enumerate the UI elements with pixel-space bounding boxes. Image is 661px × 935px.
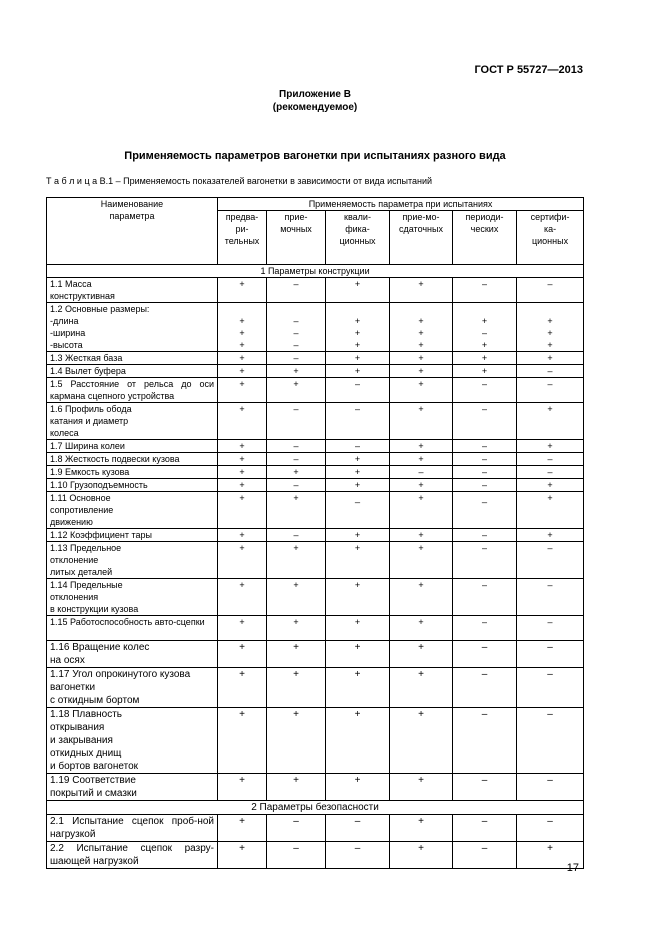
applicability-mark: + xyxy=(218,378,267,403)
applicability-mark: + xyxy=(326,453,390,466)
applicability-mark: + xyxy=(326,479,390,492)
applicability-mark: + xyxy=(326,278,390,303)
parameter-name: 1.7 Ширина колеи xyxy=(47,440,218,453)
applicability-mark: – xyxy=(453,774,517,801)
applicability-mark: + xyxy=(218,616,267,641)
applicability-mark: – xyxy=(453,641,517,668)
applicability-mark: + xyxy=(390,378,453,403)
applicability-mark: + xyxy=(218,403,267,440)
parameter-name: 1.8 Жесткость подвески кузова xyxy=(47,453,218,466)
table-row xyxy=(47,668,584,708)
applicability-mark: + xyxy=(517,479,584,492)
applicability-mark: + xyxy=(390,641,453,668)
applicability-mark: + xyxy=(326,542,390,579)
parameter-name: 1.14 Предельные отклонения в конструкции кузова xyxy=(47,579,218,616)
applicability-mark: _ xyxy=(326,492,390,529)
applicability-mark: + xyxy=(326,641,390,668)
applicability-mark: + xyxy=(390,616,453,641)
applicability-mark: + xyxy=(390,365,453,378)
applicability-mark: – xyxy=(267,842,326,869)
table-row xyxy=(47,815,584,842)
applicability-mark: + xyxy=(218,440,267,453)
applicability-mark: + xyxy=(218,641,267,668)
applicability-mark: – xyxy=(453,278,517,303)
parameter-name: 1.18 Плавность открывания и закрывания откидных днищ и бортов вагонеток xyxy=(47,708,218,774)
applicability-mark: + xyxy=(517,440,584,453)
applicability-mark: – xyxy=(453,479,517,492)
applicability-mark: + xyxy=(390,708,453,774)
appendix-heading xyxy=(0,88,630,114)
applicability-mark: + xyxy=(267,542,326,579)
table-row xyxy=(47,403,584,440)
section-header: 2 Параметры безопасности xyxy=(47,801,584,815)
column-header-test-type: прие-мо- сдаточных xyxy=(390,211,453,265)
applicability-mark: + xyxy=(267,616,326,641)
applicability-mark: – xyxy=(517,542,584,579)
table-row xyxy=(47,466,584,479)
applicability-mark: + xyxy=(517,403,584,440)
table-row xyxy=(47,453,584,466)
parameter-name: 1.6 Профиль обода катания и диаметр колеса xyxy=(47,403,218,440)
applicability-mark: – xyxy=(453,453,517,466)
applicability-mark: – xyxy=(517,815,584,842)
applicability-mark: – xyxy=(453,842,517,869)
applicability-mark: + xyxy=(218,542,267,579)
applicability-mark: – xyxy=(453,466,517,479)
applicability-mark: – xyxy=(517,466,584,479)
column-header-test-type: предва- ри- тельных xyxy=(218,211,267,265)
applicability-mark: + xyxy=(218,708,267,774)
applicability-mark: + xyxy=(267,492,326,529)
applicability-mark: + xyxy=(218,492,267,529)
applicability-mark: – xyxy=(453,440,517,453)
table-row xyxy=(47,440,584,453)
applicability-mark: + xyxy=(218,352,267,365)
table-row xyxy=(47,542,584,579)
parameter-name: 2.1 Испытание сцепок проб-ной нагрузкой xyxy=(47,815,218,842)
appendix-note: (рекомендуемое) xyxy=(272,102,358,113)
applicability-mark: – xyxy=(453,542,517,579)
applicability-mark: + xyxy=(218,815,267,842)
applicability-mark: + xyxy=(390,479,453,492)
applicability-mark: + xyxy=(326,579,390,616)
applicability-mark: – xyxy=(517,453,584,466)
table-row xyxy=(47,479,584,492)
applicability-mark: + xyxy=(267,641,326,668)
parameter-name: 2.2 Испытание сцепок разру-шающей нагрузкой xyxy=(47,842,218,869)
applicability-mark: + + + xyxy=(517,303,584,352)
table-row xyxy=(47,774,584,801)
applicability-mark: + xyxy=(453,365,517,378)
applicability-mark: – – – xyxy=(267,303,326,352)
applicability-mark: – xyxy=(267,352,326,365)
applicability-mark: – xyxy=(517,579,584,616)
applicability-mark: + + + xyxy=(326,303,390,352)
table-row xyxy=(47,616,584,641)
table-row xyxy=(47,529,584,542)
applicability-mark: – xyxy=(326,842,390,869)
applicability-mark: + xyxy=(326,365,390,378)
applicability-mark: – xyxy=(517,278,584,303)
applicability-mark: + xyxy=(390,278,453,303)
table-row xyxy=(47,278,584,303)
applicability-mark: + xyxy=(218,842,267,869)
parameter-name: 1.4 Вылет буфера xyxy=(47,365,218,378)
applicability-mark: + xyxy=(267,774,326,801)
applicability-mark: + xyxy=(453,352,517,365)
applicability-mark: + xyxy=(326,466,390,479)
appendix-title: Приложение В xyxy=(279,89,351,100)
applicability-mark: + xyxy=(218,579,267,616)
parameter-name: 1.5 Расстояние от рельса до оси кармана сцепного устройства xyxy=(47,378,218,403)
applicability-mark: + xyxy=(267,708,326,774)
document-title: Применяемость параметров вагонетки при испытаниях разного вида xyxy=(124,150,506,162)
applicability-mark: + xyxy=(326,352,390,365)
parameter-name: 1.13 Предельное отклонение литых деталей xyxy=(47,542,218,579)
parameter-name: 1.9 Емкость кузова xyxy=(47,466,218,479)
applicability-mark: + xyxy=(390,579,453,616)
table-row xyxy=(47,842,584,869)
applicability-mark: + xyxy=(326,668,390,708)
parameter-name: 1.12 Коэффициент тары xyxy=(47,529,218,542)
applicability-mark: + xyxy=(390,453,453,466)
column-header-test-type: прие- мочных xyxy=(267,211,326,265)
applicability-mark: – xyxy=(267,529,326,542)
applicability-mark: – xyxy=(453,668,517,708)
table-row xyxy=(47,492,584,529)
applicability-mark: + xyxy=(390,440,453,453)
applicability-mark: – xyxy=(326,815,390,842)
applicability-mark: – xyxy=(453,378,517,403)
applicability-mark: – xyxy=(267,453,326,466)
column-header-parameter: Наименование параметра xyxy=(47,198,218,265)
applicability-mark: + xyxy=(267,579,326,616)
table-row xyxy=(47,352,584,365)
applicability-mark: + xyxy=(326,529,390,542)
applicability-mark: + xyxy=(390,842,453,869)
applicability-mark: – xyxy=(390,466,453,479)
column-group-header: Применяемость параметра при испытаниях xyxy=(218,198,584,211)
parameter-name: 1.19 Соответствие покрытий и смазки xyxy=(47,774,218,801)
section-header: 1 Параметры конструкции xyxy=(47,265,584,278)
applicability-mark: _ xyxy=(453,492,517,529)
table-row xyxy=(47,708,584,774)
applicability-mark: + xyxy=(326,708,390,774)
applicability-mark: + xyxy=(517,529,584,542)
table-row xyxy=(47,303,584,352)
applicability-mark: + xyxy=(517,352,584,365)
applicability-mark: + xyxy=(267,668,326,708)
table-row xyxy=(47,579,584,616)
table-row xyxy=(47,641,584,668)
parameter-name: 1.1 Масса конструктивная xyxy=(47,278,218,303)
applicability-mark: – xyxy=(326,440,390,453)
applicability-mark: + xyxy=(218,529,267,542)
parameter-name: 1.17 Угол опрокинутого кузова вагонетки с откидным бортом xyxy=(47,668,218,708)
applicability-mark: – xyxy=(517,641,584,668)
parameter-name: 1.11 Основное сопротивление движению xyxy=(47,492,218,529)
page-number: 17 xyxy=(566,862,579,874)
column-header-test-type: периоди- ческих xyxy=(453,211,517,265)
applicability-mark: – xyxy=(517,708,584,774)
applicability-mark: + xyxy=(218,365,267,378)
parameter-name: 1.16 Вращение колес на осях xyxy=(47,641,218,668)
column-header-test-type: сертифи- ка- ционных xyxy=(517,211,584,265)
applicability-mark: + + + xyxy=(218,303,267,352)
applicability-mark: – xyxy=(517,774,584,801)
applicability-mark: – xyxy=(453,403,517,440)
applicability-mark: – xyxy=(517,616,584,641)
parameter-name: 1.10 Грузоподъемность xyxy=(47,479,218,492)
applicability-mark: + xyxy=(218,453,267,466)
applicability-mark: + xyxy=(218,668,267,708)
table-row xyxy=(47,378,584,403)
applicability-mark: + + + xyxy=(390,303,453,352)
applicability-mark: + xyxy=(218,278,267,303)
applicability-mark: – xyxy=(517,668,584,708)
parameter-name: 1.2 Основные размеры: -длина -ширина -высота xyxy=(47,303,218,352)
applicability-mark: – xyxy=(267,278,326,303)
applicability-mark: + xyxy=(390,352,453,365)
applicability-mark: + xyxy=(267,365,326,378)
applicability-mark: – xyxy=(267,479,326,492)
applicability-mark: + – + xyxy=(453,303,517,352)
standard-number: ГОСТ Р 55727—2013 xyxy=(474,64,583,76)
applicability-mark: + xyxy=(218,479,267,492)
applicability-mark: + xyxy=(390,668,453,708)
table-row xyxy=(47,365,584,378)
applicability-mark: – xyxy=(453,529,517,542)
table-caption: Т а б л и ц а В.1 – Применяемость показателей вагонетки в зависимости от вида испытаний xyxy=(46,176,433,186)
applicability-mark: + xyxy=(326,616,390,641)
parameter-name: 1.15 Работоспособность авто-сцепки xyxy=(47,616,218,641)
applicability-mark: + xyxy=(218,466,267,479)
applicability-mark: + xyxy=(267,466,326,479)
applicability-mark: + xyxy=(218,774,267,801)
applicability-mark: – xyxy=(453,708,517,774)
applicability-mark: + xyxy=(390,815,453,842)
applicability-mark: + xyxy=(326,774,390,801)
applicability-mark: – xyxy=(326,403,390,440)
applicability-mark: – xyxy=(453,616,517,641)
applicability-table xyxy=(46,197,584,869)
applicability-mark: + xyxy=(517,492,584,529)
applicability-mark: + xyxy=(517,842,584,869)
applicability-mark: – xyxy=(453,579,517,616)
applicability-mark: – xyxy=(267,403,326,440)
applicability-mark: – xyxy=(267,815,326,842)
applicability-mark: + xyxy=(390,403,453,440)
applicability-mark: – xyxy=(517,365,584,378)
applicability-mark: – xyxy=(267,440,326,453)
applicability-mark: + xyxy=(390,542,453,579)
applicability-mark: – xyxy=(517,378,584,403)
column-header-test-type: квали- фика- ционных xyxy=(326,211,390,265)
applicability-mark: + xyxy=(267,378,326,403)
applicability-mark: + xyxy=(390,492,453,529)
applicability-mark: + xyxy=(390,529,453,542)
applicability-mark: – xyxy=(326,378,390,403)
applicability-mark: + xyxy=(390,774,453,801)
parameter-name: 1.3 Жесткая база xyxy=(47,352,218,365)
applicability-mark: – xyxy=(453,815,517,842)
